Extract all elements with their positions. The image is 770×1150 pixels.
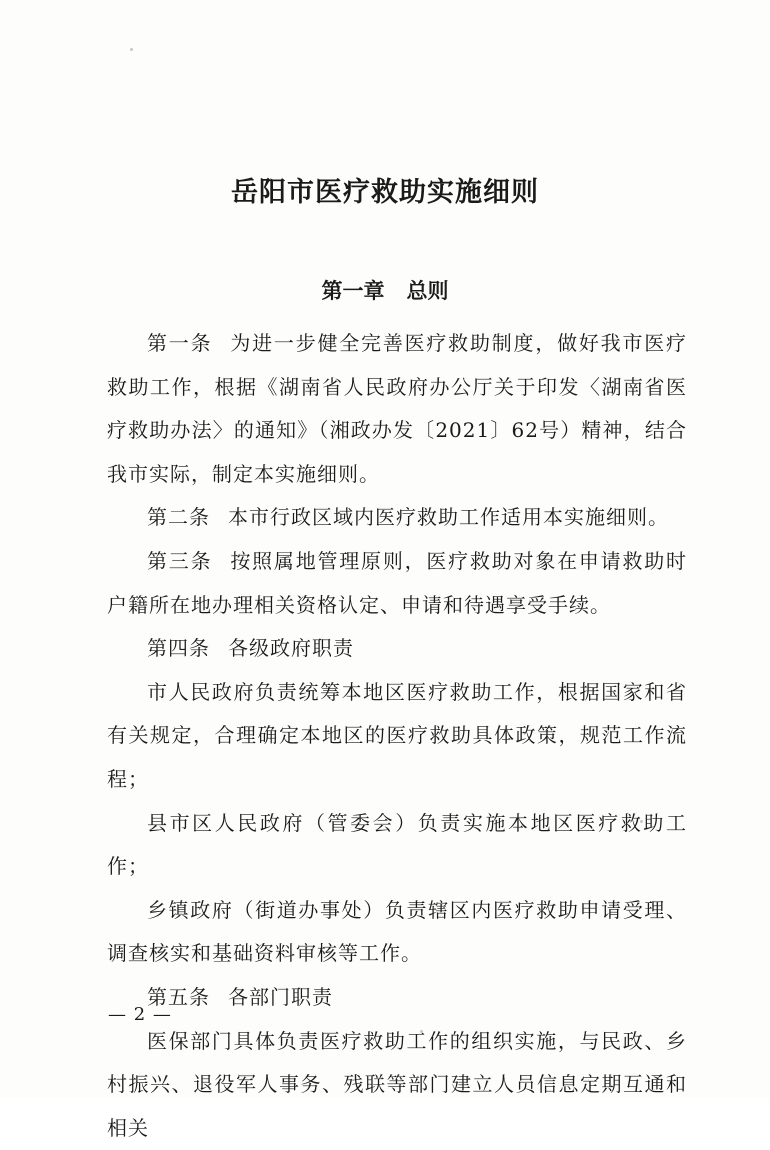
article-label: 第二条 — [147, 505, 210, 529]
paragraph-text: 为进一步健全完善医疗救助制度，做好我市医疗救助工作，根据《湖南省人民政府办公厅关于印发〈湖南省医疗救助办法〉的通知》（湘政办发〔2021〕62号）精神，结合我市实际，制定本实施细则。 — [107, 331, 687, 486]
paragraph-text: 市人民政府负责统筹本地区医疗救助工作，根据国家和省有关规定，合理确定本地区的医疗救助具体政策，规范工作流程； — [107, 680, 687, 791]
paragraph-text: 乡镇政府（街道办事处）负责辖区内医疗救助申请受理、调查核实和基础资料审核等工作。 — [107, 898, 687, 966]
paragraph — [107, 889, 687, 976]
scan-speck — [130, 48, 133, 51]
paragraph-text: 按照属地管理原则，医疗救助对象在申请救助时户籍所在地办理相关资格认定、申请和待遇享受手续。 — [107, 549, 687, 617]
document-title: 岳阳市医疗救助实施细则 — [0, 170, 770, 209]
paragraph — [107, 540, 687, 627]
article-label: 第五条 — [147, 985, 210, 1009]
paragraph-text: 本市行政区域内医疗救助工作适用本实施细则。 — [228, 505, 669, 529]
paragraph — [107, 1020, 687, 1150]
article-label: 第三条 — [147, 549, 212, 573]
paragraph — [107, 671, 687, 802]
paragraph-text: 县市区人民政府（管委会）负责实施本地区医疗救助工作； — [107, 811, 687, 879]
chapter-number: 第一章 — [322, 278, 385, 303]
paragraph-text: 各部门职责 — [228, 985, 333, 1009]
chapter-heading — [0, 275, 770, 305]
paragraph — [107, 976, 687, 1020]
page-number: — 2 — — [108, 1004, 172, 1025]
article-label: 第一条 — [147, 331, 212, 355]
paragraph — [107, 496, 687, 540]
paragraph-text: 医保部门具体负责医疗救助工作的组织实施，与民政、乡村振兴、退役军人事务、残联等部门建立人员信息定期互通和相关 — [107, 1029, 687, 1140]
article-label: 第四条 — [147, 636, 210, 660]
paragraph — [107, 322, 687, 496]
chapter-name: 总则 — [407, 278, 449, 303]
paragraph — [107, 802, 687, 889]
paragraph-text: 各级政府职责 — [228, 636, 354, 660]
document-body — [107, 322, 687, 1150]
paragraph — [107, 627, 687, 671]
